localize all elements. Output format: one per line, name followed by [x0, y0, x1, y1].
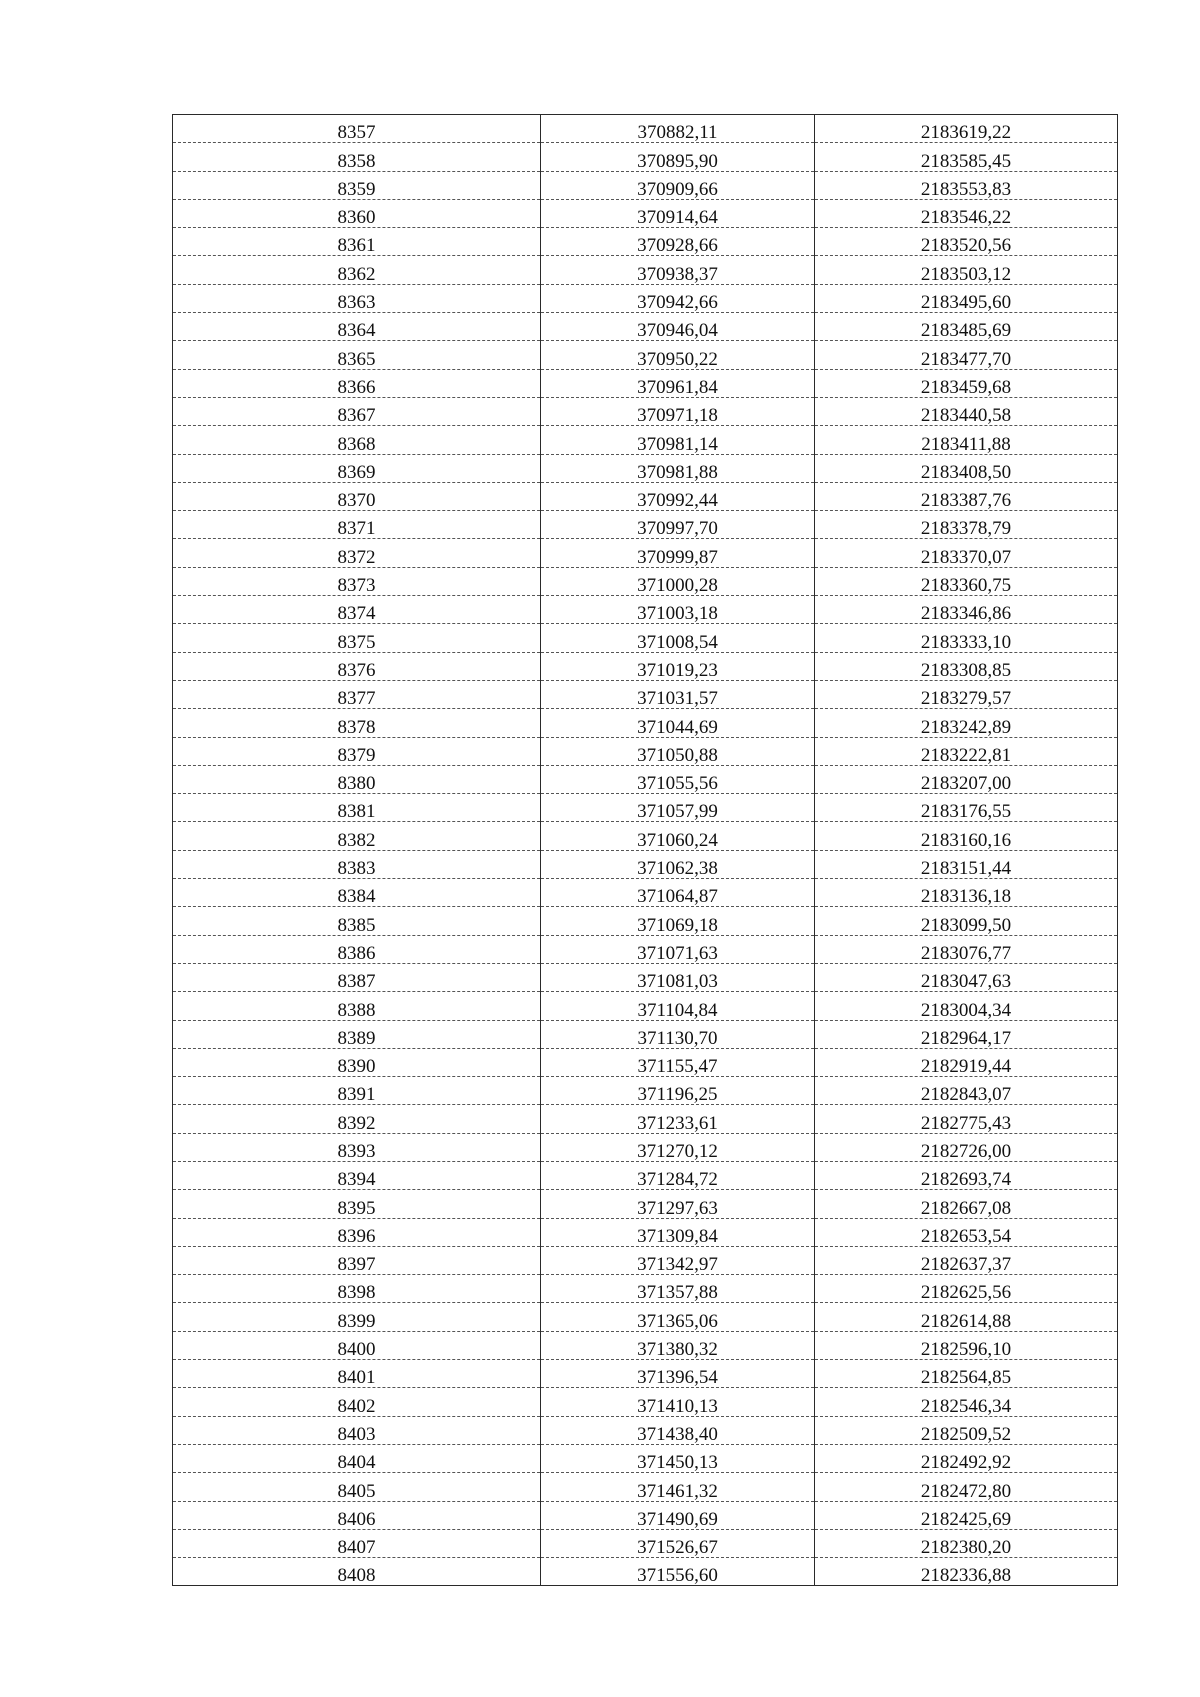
- x-coordinate-cell: 371396,54: [541, 1360, 815, 1388]
- y-coordinate-cell: 2183076,77: [815, 935, 1118, 963]
- table-row: [173, 539, 1118, 567]
- x-coordinate-cell: 371000,28: [541, 567, 815, 595]
- point-number-cell: 8378: [173, 709, 541, 737]
- point-number-cell: 8377: [173, 680, 541, 708]
- point-number-cell: 8400: [173, 1331, 541, 1359]
- point-number-cell: 8383: [173, 850, 541, 878]
- x-coordinate-cell: 371069,18: [541, 907, 815, 935]
- point-number-cell: 8361: [173, 228, 541, 256]
- y-coordinate-cell: 2182919,44: [815, 1048, 1118, 1076]
- table-row: [173, 1133, 1118, 1161]
- table-row: [173, 454, 1118, 482]
- y-coordinate-cell: 2183387,76: [815, 482, 1118, 510]
- y-coordinate-cell: 2183136,18: [815, 879, 1118, 907]
- x-coordinate-cell: 371357,88: [541, 1275, 815, 1303]
- y-coordinate-cell: 2183477,70: [815, 341, 1118, 369]
- y-coordinate-cell: 2183378,79: [815, 511, 1118, 539]
- table-row: [173, 709, 1118, 737]
- point-number-cell: 8395: [173, 1190, 541, 1218]
- x-coordinate-cell: 371062,38: [541, 850, 815, 878]
- y-coordinate-cell: 2182564,85: [815, 1360, 1118, 1388]
- point-number-cell: 8397: [173, 1246, 541, 1274]
- y-coordinate-cell: 2183360,75: [815, 567, 1118, 595]
- y-coordinate-cell: 2182380,20: [815, 1529, 1118, 1557]
- table-row: [173, 652, 1118, 680]
- x-coordinate-cell: 370909,66: [541, 171, 815, 199]
- point-number-cell: 8407: [173, 1529, 541, 1557]
- x-coordinate-cell: 370997,70: [541, 511, 815, 539]
- point-number-cell: 8371: [173, 511, 541, 539]
- x-coordinate-cell: 371008,54: [541, 624, 815, 652]
- point-number-cell: 8360: [173, 199, 541, 227]
- y-coordinate-cell: 2182509,52: [815, 1416, 1118, 1444]
- table-row: [173, 1444, 1118, 1472]
- point-number-cell: 8398: [173, 1275, 541, 1303]
- x-coordinate-cell: 370938,37: [541, 256, 815, 284]
- x-coordinate-cell: 371071,63: [541, 935, 815, 963]
- table-row: [173, 1105, 1118, 1133]
- table-row: [173, 794, 1118, 822]
- point-number-cell: 8357: [173, 115, 541, 143]
- table-row: [173, 850, 1118, 878]
- point-number-cell: 8405: [173, 1473, 541, 1501]
- y-coordinate-cell: 2183411,88: [815, 426, 1118, 454]
- point-number-cell: 8394: [173, 1161, 541, 1189]
- x-coordinate-cell: 371410,13: [541, 1388, 815, 1416]
- y-coordinate-cell: 2183004,34: [815, 992, 1118, 1020]
- y-coordinate-cell: 2183585,45: [815, 143, 1118, 171]
- y-coordinate-cell: 2182472,80: [815, 1473, 1118, 1501]
- table-row: [173, 1501, 1118, 1529]
- point-number-cell: 8390: [173, 1048, 541, 1076]
- table-row: [173, 1190, 1118, 1218]
- x-coordinate-cell: 370942,66: [541, 284, 815, 312]
- y-coordinate-cell: 2183485,69: [815, 313, 1118, 341]
- y-coordinate-cell: 2183151,44: [815, 850, 1118, 878]
- table-row: [173, 1303, 1118, 1331]
- table-row: [173, 1388, 1118, 1416]
- table-row: [173, 341, 1118, 369]
- point-number-cell: 8363: [173, 284, 541, 312]
- table-row: [173, 1416, 1118, 1444]
- point-number-cell: 8380: [173, 765, 541, 793]
- point-number-cell: 8387: [173, 963, 541, 991]
- table-row: [173, 963, 1118, 991]
- y-coordinate-cell: 2183619,22: [815, 115, 1118, 143]
- point-number-cell: 8384: [173, 879, 541, 907]
- table-row: [173, 992, 1118, 1020]
- y-coordinate-cell: 2183520,56: [815, 228, 1118, 256]
- y-coordinate-cell: 2183459,68: [815, 369, 1118, 397]
- y-coordinate-cell: 2182614,88: [815, 1303, 1118, 1331]
- table-row: [173, 822, 1118, 850]
- point-number-cell: 8372: [173, 539, 541, 567]
- x-coordinate-cell: 371526,67: [541, 1529, 815, 1557]
- y-coordinate-cell: 2183495,60: [815, 284, 1118, 312]
- point-number-cell: 8364: [173, 313, 541, 341]
- table-row: [173, 1246, 1118, 1274]
- y-coordinate-cell: 2182964,17: [815, 1020, 1118, 1048]
- x-coordinate-cell: 371055,56: [541, 765, 815, 793]
- y-coordinate-cell: 2182653,54: [815, 1218, 1118, 1246]
- y-coordinate-cell: 2183370,07: [815, 539, 1118, 567]
- y-coordinate-cell: 2182336,88: [815, 1558, 1118, 1586]
- point-number-cell: 8389: [173, 1020, 541, 1048]
- x-coordinate-cell: 370895,90: [541, 143, 815, 171]
- x-coordinate-cell: 371461,32: [541, 1473, 815, 1501]
- point-number-cell: 8382: [173, 822, 541, 850]
- table-row: [173, 482, 1118, 510]
- y-coordinate-cell: 2183222,81: [815, 737, 1118, 765]
- table-row: [173, 313, 1118, 341]
- y-coordinate-cell: 2183047,63: [815, 963, 1118, 991]
- x-coordinate-cell: 370992,44: [541, 482, 815, 510]
- table-row: [173, 567, 1118, 595]
- table-row: [173, 228, 1118, 256]
- x-coordinate-cell: 370950,22: [541, 341, 815, 369]
- y-coordinate-cell: 2183176,55: [815, 794, 1118, 822]
- table-row: [173, 1218, 1118, 1246]
- table-row: [173, 1048, 1118, 1076]
- table-row: [173, 1161, 1118, 1189]
- y-coordinate-cell: 2182596,10: [815, 1331, 1118, 1359]
- point-number-cell: 8391: [173, 1077, 541, 1105]
- x-coordinate-cell: 371297,63: [541, 1190, 815, 1218]
- x-coordinate-cell: 371064,87: [541, 879, 815, 907]
- x-coordinate-cell: 370999,87: [541, 539, 815, 567]
- x-coordinate-cell: 371365,06: [541, 1303, 815, 1331]
- point-number-cell: 8375: [173, 624, 541, 652]
- x-coordinate-cell: 371104,84: [541, 992, 815, 1020]
- table-row: [173, 1473, 1118, 1501]
- point-number-cell: 8359: [173, 171, 541, 199]
- x-coordinate-cell: 371019,23: [541, 652, 815, 680]
- table-row: [173, 1020, 1118, 1048]
- point-number-cell: 8379: [173, 737, 541, 765]
- y-coordinate-cell: 2183546,22: [815, 199, 1118, 227]
- table-row: [173, 1558, 1118, 1586]
- point-number-cell: 8368: [173, 426, 541, 454]
- point-number-cell: 8406: [173, 1501, 541, 1529]
- y-coordinate-cell: 2183408,50: [815, 454, 1118, 482]
- point-number-cell: 8386: [173, 935, 541, 963]
- table-row: [173, 284, 1118, 312]
- y-coordinate-cell: 2182693,74: [815, 1161, 1118, 1189]
- point-number-cell: 8396: [173, 1218, 541, 1246]
- x-coordinate-cell: 371081,03: [541, 963, 815, 991]
- y-coordinate-cell: 2183440,58: [815, 397, 1118, 425]
- y-coordinate-cell: 2183242,89: [815, 709, 1118, 737]
- point-number-cell: 8376: [173, 652, 541, 680]
- x-coordinate-cell: 371130,70: [541, 1020, 815, 1048]
- table-row: [173, 511, 1118, 539]
- x-coordinate-cell: 371155,47: [541, 1048, 815, 1076]
- table-row: [173, 1529, 1118, 1557]
- x-coordinate-cell: 371031,57: [541, 680, 815, 708]
- y-coordinate-cell: 2182637,37: [815, 1246, 1118, 1274]
- x-coordinate-cell: 371196,25: [541, 1077, 815, 1105]
- table-row: [173, 624, 1118, 652]
- y-coordinate-cell: 2183346,86: [815, 596, 1118, 624]
- table-row: [173, 765, 1118, 793]
- y-coordinate-cell: 2182843,07: [815, 1077, 1118, 1105]
- y-coordinate-cell: 2183553,83: [815, 171, 1118, 199]
- table-row: [173, 935, 1118, 963]
- y-coordinate-cell: 2182625,56: [815, 1275, 1118, 1303]
- x-coordinate-cell: 370981,14: [541, 426, 815, 454]
- point-number-cell: 8366: [173, 369, 541, 397]
- x-coordinate-cell: 371050,88: [541, 737, 815, 765]
- coordinates-table-body: [173, 115, 1118, 1586]
- point-number-cell: 8381: [173, 794, 541, 822]
- point-number-cell: 8408: [173, 1558, 541, 1586]
- x-coordinate-cell: 371438,40: [541, 1416, 815, 1444]
- table-row: [173, 143, 1118, 171]
- table-row: [173, 1275, 1118, 1303]
- x-coordinate-cell: 371450,13: [541, 1444, 815, 1472]
- y-coordinate-cell: 2182726,00: [815, 1133, 1118, 1161]
- point-number-cell: 8402: [173, 1388, 541, 1416]
- coordinates-table: [172, 114, 1118, 1586]
- x-coordinate-cell: 371057,99: [541, 794, 815, 822]
- point-number-cell: 8404: [173, 1444, 541, 1472]
- table-row: [173, 1360, 1118, 1388]
- x-coordinate-cell: 371309,84: [541, 1218, 815, 1246]
- table-row: [173, 426, 1118, 454]
- y-coordinate-cell: 2182425,69: [815, 1501, 1118, 1529]
- x-coordinate-cell: 370971,18: [541, 397, 815, 425]
- point-number-cell: 8392: [173, 1105, 541, 1133]
- point-number-cell: 8367: [173, 397, 541, 425]
- point-number-cell: 8403: [173, 1416, 541, 1444]
- y-coordinate-cell: 2183207,00: [815, 765, 1118, 793]
- table-row: [173, 596, 1118, 624]
- table-row: [173, 680, 1118, 708]
- x-coordinate-cell: 371233,61: [541, 1105, 815, 1133]
- table-row: [173, 737, 1118, 765]
- x-coordinate-cell: 371044,69: [541, 709, 815, 737]
- table-row: [173, 171, 1118, 199]
- y-coordinate-cell: 2183279,57: [815, 680, 1118, 708]
- x-coordinate-cell: 371556,60: [541, 1558, 815, 1586]
- x-coordinate-cell: 371490,69: [541, 1501, 815, 1529]
- point-number-cell: 8373: [173, 567, 541, 595]
- y-coordinate-cell: 2182546,34: [815, 1388, 1118, 1416]
- table-row: [173, 115, 1118, 143]
- table-row: [173, 1077, 1118, 1105]
- x-coordinate-cell: 370928,66: [541, 228, 815, 256]
- table-row: [173, 907, 1118, 935]
- point-number-cell: 8374: [173, 596, 541, 624]
- point-number-cell: 8388: [173, 992, 541, 1020]
- table-row: [173, 879, 1118, 907]
- x-coordinate-cell: 371060,24: [541, 822, 815, 850]
- x-coordinate-cell: 370882,11: [541, 115, 815, 143]
- point-number-cell: 8385: [173, 907, 541, 935]
- point-number-cell: 8358: [173, 143, 541, 171]
- point-number-cell: 8365: [173, 341, 541, 369]
- x-coordinate-cell: 371270,12: [541, 1133, 815, 1161]
- point-number-cell: 8370: [173, 482, 541, 510]
- table-row: [173, 1331, 1118, 1359]
- y-coordinate-cell: 2183099,50: [815, 907, 1118, 935]
- x-coordinate-cell: 370946,04: [541, 313, 815, 341]
- x-coordinate-cell: 371380,32: [541, 1331, 815, 1359]
- point-number-cell: 8369: [173, 454, 541, 482]
- y-coordinate-cell: 2183503,12: [815, 256, 1118, 284]
- point-number-cell: 8399: [173, 1303, 541, 1331]
- x-coordinate-cell: 371342,97: [541, 1246, 815, 1274]
- table-row: [173, 369, 1118, 397]
- y-coordinate-cell: 2182492,92: [815, 1444, 1118, 1472]
- point-number-cell: 8393: [173, 1133, 541, 1161]
- y-coordinate-cell: 2183160,16: [815, 822, 1118, 850]
- x-coordinate-cell: 371284,72: [541, 1161, 815, 1189]
- x-coordinate-cell: 370961,84: [541, 369, 815, 397]
- x-coordinate-cell: 371003,18: [541, 596, 815, 624]
- y-coordinate-cell: 2183333,10: [815, 624, 1118, 652]
- y-coordinate-cell: 2182775,43: [815, 1105, 1118, 1133]
- table-row: [173, 397, 1118, 425]
- point-number-cell: 8362: [173, 256, 541, 284]
- y-coordinate-cell: 2183308,85: [815, 652, 1118, 680]
- table-row: [173, 256, 1118, 284]
- point-number-cell: 8401: [173, 1360, 541, 1388]
- x-coordinate-cell: 370981,88: [541, 454, 815, 482]
- table-row: [173, 199, 1118, 227]
- y-coordinate-cell: 2182667,08: [815, 1190, 1118, 1218]
- x-coordinate-cell: 370914,64: [541, 199, 815, 227]
